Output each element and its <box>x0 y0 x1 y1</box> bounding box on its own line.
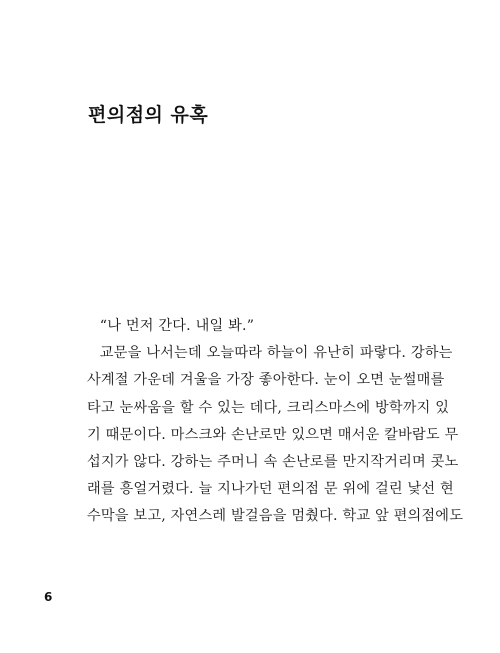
paragraph-line: 교문을 나서는데 오늘따라 하늘이 유난히 파랗다. 강하는 <box>99 345 453 362</box>
paragraph-line: 수막을 보고, 자연스레 발걸음을 멈췄다. 학교 앞 편의점에도 <box>87 508 464 525</box>
paragraph-line: “나 먼저 간다. 내일 봐.” <box>99 318 255 334</box>
paragraph-line: 기 때문이다. 마스크와 손난로만 있으면 매서운 칼바람도 무 <box>87 426 459 443</box>
paragraph-line: 사계절 가운데 겨울을 가장 좋아한다. 눈이 오면 눈썰매를 <box>87 372 445 389</box>
page-number: 6 <box>44 590 53 604</box>
paragraph-line: 타고 눈싸움을 할 수 있는 데다, 크리스마스에 방학까지 있 <box>87 399 450 416</box>
chapter-title: 편의점의 유혹 <box>88 104 209 126</box>
body-text <box>87 313 464 531</box>
paragraph-line: 래를 흥얼거렸다. 늘 지나가던 편의점 문 위에 걸린 낯선 현 <box>87 481 454 498</box>
paragraph-line: 섭지가 않다. 강하는 주머니 속 손난로를 만지작거리며 콧노 <box>87 454 459 471</box>
